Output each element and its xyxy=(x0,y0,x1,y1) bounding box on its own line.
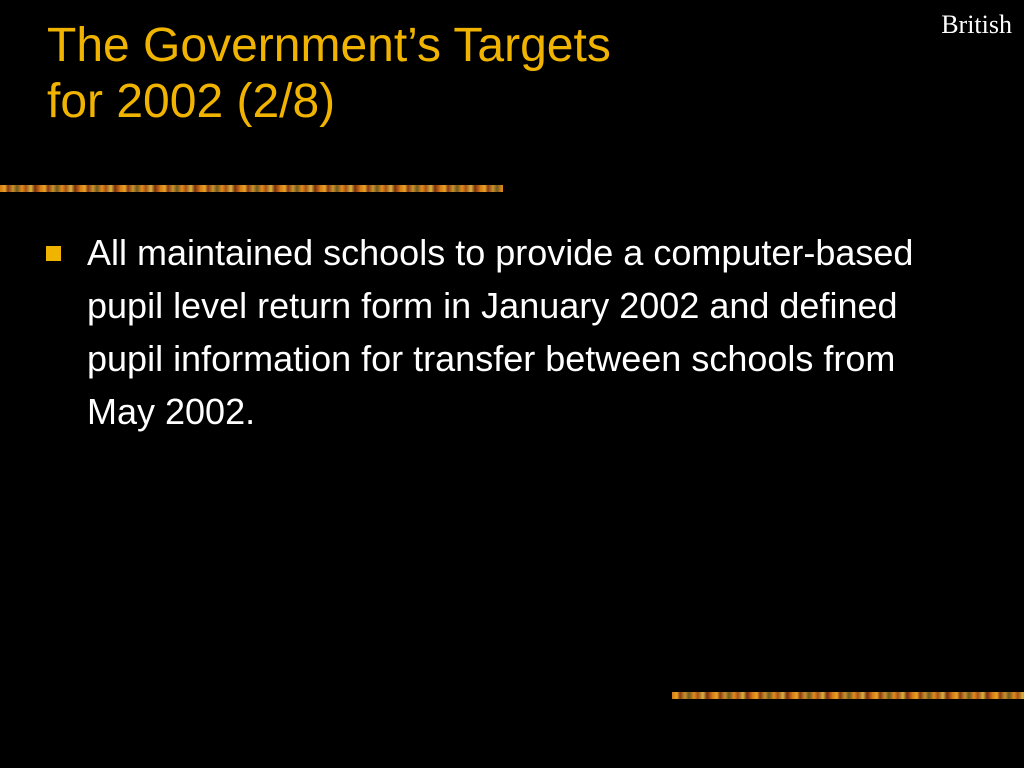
slide-title-line-1: The Government’s Targets xyxy=(47,19,611,72)
slide-title-line-2: for 2002 (2/8) xyxy=(47,75,336,128)
decorative-rule-top xyxy=(0,185,503,192)
decorative-rule-bottom xyxy=(672,692,1024,699)
square-bullet-icon xyxy=(46,246,61,261)
bullet-list xyxy=(46,226,926,438)
bullet-item xyxy=(46,226,926,438)
bullet-text: All maintained schools to provide a computer-based pupil level return form in January 2002 and defined pupil information for transfer between schools from May 2002. xyxy=(87,232,914,432)
slide-title xyxy=(47,18,907,130)
corner-label: British xyxy=(941,10,1012,39)
